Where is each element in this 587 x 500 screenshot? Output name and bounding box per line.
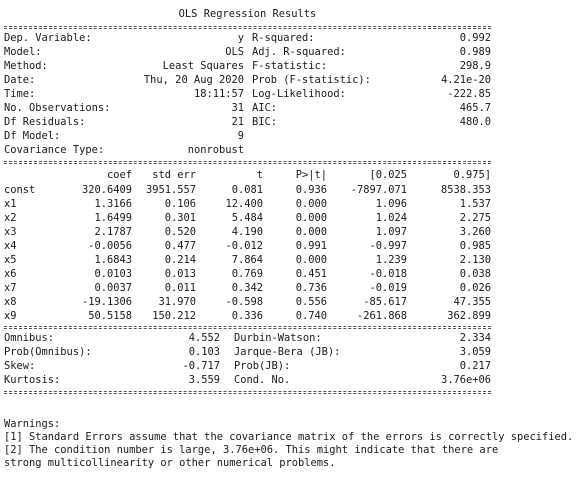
- value-cell: 7.864: [231, 254, 263, 266]
- header-row: [4, 74, 244, 88]
- variable-name-cell: x1: [4, 198, 17, 210]
- table-row: [4, 281, 491, 295]
- warning-line: [1] Standard Errors assume that the covariance matrix of the errors is correctly specified.: [4, 431, 574, 443]
- column-header: std err: [152, 169, 196, 181]
- value-cell: 0.736: [295, 282, 327, 294]
- header-row: [4, 88, 244, 102]
- value-cell: 0.520: [164, 226, 196, 238]
- diagnostic-row: [4, 332, 220, 346]
- header-value: 21: [231, 116, 244, 128]
- header-row: [252, 32, 491, 46]
- value-cell: 0.0037: [94, 282, 132, 294]
- diagnostic-row: [4, 374, 220, 388]
- value-cell: 1.096: [375, 198, 407, 210]
- header-value: 4.21e-20: [440, 74, 491, 86]
- variable-name-cell: const: [4, 184, 36, 196]
- column-header: t: [256, 169, 263, 181]
- header-key: Date:: [4, 74, 36, 86]
- value-cell: 0.301: [164, 212, 196, 224]
- header-key: Df Residuals:: [4, 116, 86, 128]
- table-row: [4, 253, 491, 267]
- table-row: [4, 267, 491, 281]
- value-cell: 1.239: [375, 254, 407, 266]
- header-value: 9: [237, 130, 244, 142]
- diagnostics-left-column: [4, 332, 234, 388]
- header-value: Least Squares: [162, 60, 244, 72]
- header-row: [4, 60, 244, 74]
- value-cell: 0.477: [164, 240, 196, 252]
- value-cell: -19.1306: [81, 296, 132, 308]
- column-header: coef: [106, 169, 132, 181]
- value-cell: 0.936: [295, 184, 327, 196]
- diagnostic-value: 3.059: [459, 346, 491, 358]
- value-cell: 0.342: [231, 282, 263, 294]
- value-cell: 2.130: [459, 254, 491, 266]
- value-cell: 1.097: [375, 226, 407, 238]
- variable-name-cell: x6: [4, 268, 17, 280]
- value-cell: 31.970: [158, 296, 196, 308]
- header-key: AIC:: [252, 102, 278, 114]
- diagnostic-key: Cond. No.: [234, 374, 291, 386]
- column-header: [0.025: [369, 169, 407, 181]
- value-cell: 0.000: [295, 226, 327, 238]
- table-row: [4, 239, 491, 253]
- variable-name-cell: x3: [4, 226, 17, 238]
- table-header-row: [4, 167, 491, 183]
- coefficient-table: [4, 167, 491, 323]
- diagnostic-value: 0.217: [459, 360, 491, 372]
- value-cell: 4.190: [231, 226, 263, 238]
- value-cell: 5.484: [231, 212, 263, 224]
- header-row: [252, 130, 491, 144]
- header-row: [4, 144, 244, 158]
- double-rule: [4, 161, 491, 164]
- value-cell: -0.0056: [88, 240, 132, 252]
- value-cell: 3.260: [459, 226, 491, 238]
- diagnostic-value: 4.552: [188, 332, 220, 344]
- header-value: -222.85: [447, 88, 491, 100]
- value-cell: -0.018: [369, 268, 407, 280]
- diagnostic-row: [4, 360, 220, 374]
- column-header: [4, 167, 74, 183]
- value-cell: -7897.071: [350, 184, 407, 196]
- header-value: y: [237, 32, 244, 44]
- value-cell: 1.537: [459, 198, 491, 210]
- diagnostic-row: [234, 332, 491, 346]
- header-left-column: [4, 32, 252, 158]
- diagnostics: [4, 332, 584, 388]
- value-cell: -0.997: [369, 240, 407, 252]
- diagnostic-value: 0.103: [188, 346, 220, 358]
- value-cell: 47.355: [453, 296, 491, 308]
- value-cell: 1.6843: [94, 254, 132, 266]
- regression-summary: [4, 8, 584, 470]
- table-row: [4, 197, 491, 211]
- header-key: Covariance Type:: [4, 144, 105, 156]
- value-cell: 0.000: [295, 212, 327, 224]
- header-row: [4, 46, 244, 60]
- header-value: 480.0: [459, 116, 491, 128]
- header-value: OLS: [225, 46, 244, 58]
- diagnostic-row: [234, 374, 491, 388]
- value-cell: 0.000: [295, 198, 327, 210]
- value-cell: 0.214: [164, 254, 196, 266]
- value-cell: 150.212: [152, 310, 196, 322]
- header-value: 0.992: [459, 32, 491, 44]
- header-key: Dep. Variable:: [4, 32, 92, 44]
- warning-line: [2] The condition number is large, 3.76e+06. This might indicate that there are: [4, 444, 499, 456]
- value-cell: -85.617: [363, 296, 407, 308]
- header-value: 18:11:57: [193, 88, 244, 100]
- table-row: [4, 295, 491, 309]
- column-header: P>|t|: [295, 169, 327, 181]
- table-row: [4, 225, 491, 239]
- value-cell: 2.275: [459, 212, 491, 224]
- header-row: [252, 102, 491, 116]
- value-cell: 0.740: [295, 310, 327, 322]
- value-cell: 0.106: [164, 198, 196, 210]
- header-value: 298.9: [459, 60, 491, 72]
- diagnostic-row: [4, 346, 220, 360]
- double-rule: [4, 391, 491, 394]
- value-cell: -0.598: [225, 296, 263, 308]
- diagnostic-row: [234, 360, 491, 374]
- header-key: Model:: [4, 46, 42, 58]
- diagnostic-key: Prob(JB):: [234, 360, 291, 372]
- variable-name-cell: x4: [4, 240, 17, 252]
- variable-name-cell: x2: [4, 212, 17, 224]
- header-row: [252, 46, 491, 60]
- header-row: [252, 144, 491, 158]
- header-key: Time:: [4, 88, 36, 100]
- header-key: Method:: [4, 60, 48, 72]
- warnings-heading: Warnings:: [4, 418, 61, 430]
- value-cell: 50.5158: [88, 310, 132, 322]
- value-cell: 1.3166: [94, 198, 132, 210]
- variable-name-cell: x5: [4, 254, 17, 266]
- warning-line: strong multicollinearity or other numerical problems.: [4, 457, 336, 469]
- value-cell: 320.6409: [81, 184, 132, 196]
- value-cell: -0.019: [369, 282, 407, 294]
- model-header: [4, 32, 584, 158]
- value-cell: 0.451: [295, 268, 327, 280]
- diagnostic-key: Omnibus:: [4, 332, 55, 344]
- header-key: Adj. R-squared:: [252, 46, 346, 58]
- summary-title: OLS Regression Results: [178, 8, 317, 20]
- value-cell: 0.991: [295, 240, 327, 252]
- value-cell: 8538.353: [440, 184, 491, 196]
- header-row: [4, 130, 244, 144]
- warnings: [4, 418, 584, 470]
- diagnostic-value: 3.76e+06: [440, 374, 491, 386]
- value-cell: 362.899: [447, 310, 491, 322]
- diagnostic-key: Jarque-Bera (JB):: [234, 346, 341, 358]
- value-cell: 1.024: [375, 212, 407, 224]
- header-key: No. Observations:: [4, 102, 111, 114]
- header-row: [252, 74, 491, 88]
- diagnostic-row: [234, 346, 491, 360]
- header-key: F-statistic:: [252, 60, 328, 72]
- header-row: [252, 60, 491, 74]
- value-cell: 0.0103: [94, 268, 132, 280]
- header-key: R-squared:: [252, 32, 315, 44]
- value-cell: 0.026: [459, 282, 491, 294]
- header-row: [252, 116, 491, 130]
- diagnostic-value: -0.717: [182, 360, 220, 372]
- variable-name-cell: x7: [4, 282, 17, 294]
- header-row: [4, 102, 244, 116]
- value-cell: 0.985: [459, 240, 491, 252]
- value-cell: 0.013: [164, 268, 196, 280]
- diagnostic-value: 3.559: [188, 374, 220, 386]
- header-value: Thu, 20 Aug 2020: [143, 74, 244, 86]
- header-value: 465.7: [459, 102, 491, 114]
- diagnostics-right-column: [234, 332, 491, 388]
- header-row: [4, 116, 244, 130]
- value-cell: 0.000: [295, 254, 327, 266]
- table-row: [4, 309, 491, 323]
- value-cell: 0.011: [164, 282, 196, 294]
- value-cell: 0.081: [231, 184, 263, 196]
- value-cell: -261.868: [356, 310, 407, 322]
- value-cell: 0.556: [295, 296, 327, 308]
- value-cell: 2.1787: [94, 226, 132, 238]
- header-value: nonrobust: [187, 144, 244, 156]
- diagnostic-value: 2.334: [459, 332, 491, 344]
- value-cell: 3951.557: [145, 184, 196, 196]
- double-rule: [4, 26, 491, 29]
- value-cell: -0.012: [225, 240, 263, 252]
- column-header: 0.975]: [453, 169, 491, 181]
- header-key: Log-Likelihood:: [252, 88, 346, 100]
- header-right-column: [252, 32, 491, 158]
- header-row: [252, 88, 491, 102]
- header-value: 31: [231, 102, 244, 114]
- value-cell: 0.038: [459, 268, 491, 280]
- variable-name-cell: x8: [4, 296, 17, 308]
- header-key: Prob (F-statistic):: [252, 74, 371, 86]
- header-value: 0.989: [459, 46, 491, 58]
- header-key: BIC:: [252, 116, 278, 128]
- diagnostic-key: Prob(Omnibus):: [4, 346, 92, 358]
- value-cell: 12.400: [225, 198, 263, 210]
- value-cell: 1.6499: [94, 212, 132, 224]
- diagnostic-key: Kurtosis:: [4, 374, 61, 386]
- table-row: [4, 183, 491, 197]
- variable-name-cell: x9: [4, 310, 17, 322]
- header-key: Df Model:: [4, 130, 61, 142]
- double-rule: [4, 326, 491, 329]
- diagnostic-key: Durbin-Watson:: [234, 332, 322, 344]
- value-cell: 0.769: [231, 268, 263, 280]
- value-cell: 0.336: [231, 310, 263, 322]
- diagnostic-key: Skew:: [4, 360, 36, 372]
- table-row: [4, 211, 491, 225]
- header-row: [4, 32, 244, 46]
